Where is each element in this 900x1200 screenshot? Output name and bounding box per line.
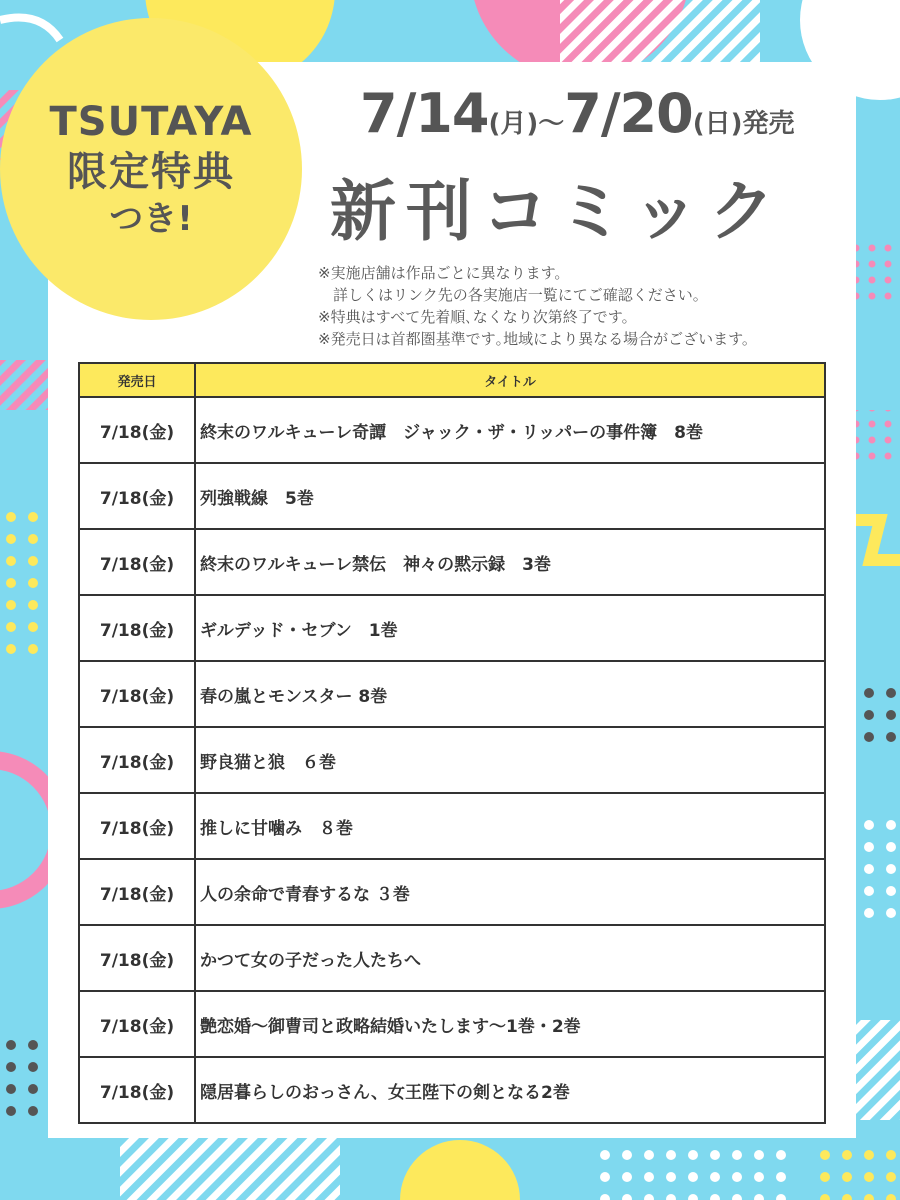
badge-line-1: TSUTAYA [49, 99, 253, 145]
table-row [79, 661, 825, 727]
notes-block [318, 262, 757, 350]
header-title: タイトル [195, 363, 825, 397]
start-day: (月) [488, 109, 539, 139]
row-title: 終末のワルキューレ禁伝 神々の黙示録 3巻 [195, 529, 825, 595]
row-title: ギルデッド・セブン 1巻 [195, 595, 825, 661]
release-date-range [360, 82, 795, 145]
release-label: 発売 [742, 109, 795, 139]
row-title: 列強戦線 5巻 [195, 463, 825, 529]
row-title: 艶恋婚～御曹司と政略結婚いたします～1巻・2巻 [195, 991, 825, 1057]
badge-line-3: つき! [109, 199, 193, 239]
header-date: 発売日 [79, 363, 195, 397]
row-date: 7/18(金) [79, 529, 195, 595]
table-row [79, 991, 825, 1057]
row-title: 人の余命で青春するな ３巻 [195, 859, 825, 925]
table-row [79, 727, 825, 793]
row-title: かつて女の子だった人たちへ [195, 925, 825, 991]
page-title: 新刊コミック [330, 173, 785, 250]
row-date: 7/18(金) [79, 859, 195, 925]
row-date: 7/18(金) [79, 661, 195, 727]
table-row [79, 925, 825, 991]
row-title: 隠居暮らしのおっさん、女王陛下の剣となる2巻 [195, 1057, 825, 1123]
release-table [78, 362, 826, 1124]
table-header-row [79, 363, 825, 397]
row-date: 7/18(金) [79, 595, 195, 661]
badge-line-2: 限定特典 [67, 149, 235, 195]
row-title: 野良猫と狼 ６巻 [195, 727, 825, 793]
note-line: ※発売日は首都圏基準です｡地域により異なる場合がございます。 [318, 330, 757, 348]
row-title: 推しに甘噛み ８巻 [195, 793, 825, 859]
note-line: ※実施店舗は作品ごとに異なります。 [318, 264, 570, 282]
start-date: 7/14 [360, 82, 489, 145]
table-row [79, 1057, 825, 1123]
note-line: 詳しくはリンク先の各実施店一覧にてご確認ください。 [318, 286, 708, 304]
table-row [79, 793, 825, 859]
row-date: 7/18(金) [79, 397, 195, 463]
table-row [79, 529, 825, 595]
row-date: 7/18(金) [79, 793, 195, 859]
note-line: ※特典はすべて先着順､なくなり次第終了です。 [318, 308, 637, 326]
row-title: 終末のワルキューレ奇譚 ジャック・ザ・リッパーの事件簿 8巻 [195, 397, 825, 463]
table-row [79, 397, 825, 463]
row-title: 春の嵐とモンスター 8巻 [195, 661, 825, 727]
end-day: (日) [692, 109, 743, 139]
table-row [79, 463, 825, 529]
row-date: 7/18(金) [79, 727, 195, 793]
row-date: 7/18(金) [79, 463, 195, 529]
row-date: 7/18(金) [79, 925, 195, 991]
row-date: 7/18(金) [79, 1057, 195, 1123]
end-date: 7/20 [564, 82, 693, 145]
table-row [79, 859, 825, 925]
tsutaya-badge [0, 18, 302, 320]
row-date: 7/18(金) [79, 991, 195, 1057]
table-row [79, 595, 825, 661]
tilde: ～ [538, 109, 565, 139]
